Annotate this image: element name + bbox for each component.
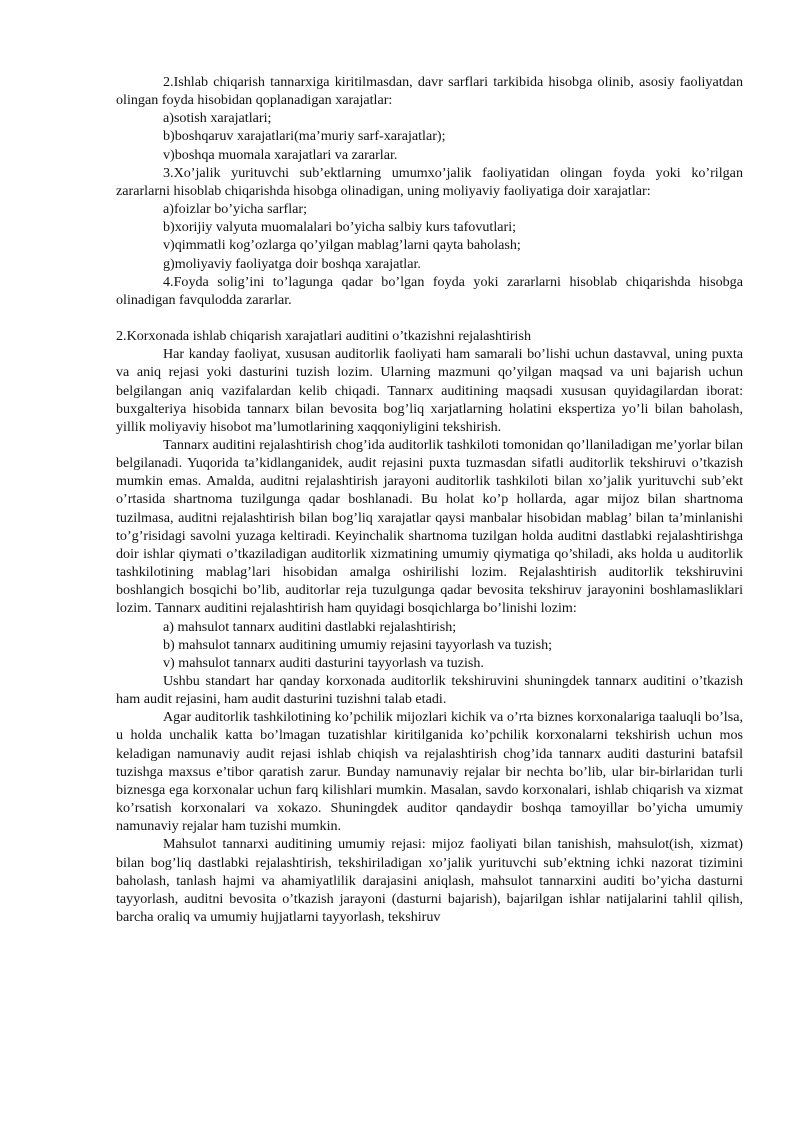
list-item: v) mahsulot tannarx auditi dasturini tayyorlash va tuzish.	[163, 654, 484, 671]
paragraph: Mahsulot tannarxi auditining umumiy rejasi: mijoz faoliyati bilan tanishish, mahsulot(ish, xizmat) bilan bog’liq dastlabki rejalashtirish, tekshiriladigan xo’jalik yurituvchi sub’ektning ichki nazorat tizimini baholash, tanlash hajmi va ahamiyatlilik darajasini aniqlash, mahsulot tannarxini auditi bo’yicha dasturni tayyorlash, auditni bevosita o’tkazish jarayoni (dasturni bajarish), bajarilgan ishlar natijalarini tahlil qilish, barcha oraliq va umumiy hujjatlarni tayyorlash, tekshiruv	[116, 836, 743, 926]
list-item: v)qimmatli kog’ozlarga qo’yilgan mablag’larni qayta baholash;	[163, 237, 521, 254]
section-heading: 2.Korxonada ishlab chiqarish xarajatlari auditini o’tkazishni rejalashtirish	[116, 328, 531, 345]
paragraph-item-3: 3.Xo’jalik yurituvchi sub’ektlarning umumxo’jalik faoliyatidan olingan foyda yoki ko’rilgan zararlarni hisoblab chiqarishda hisobga olinadigan, uning moliyaviy faoliyatiga doir xarajatlar:	[116, 164, 743, 199]
paragraph-item-2: 2.Ishlab chiqarish tannarxiga kiritilmasdan, davr sarflari tarkibida hisobga olinib, asosiy faoliyatdan olingan foyda hisobidan qoplanadigan xarajatlar:	[116, 74, 743, 109]
list-item: v)boshqa muomala xarajatlari va zararlar.	[163, 146, 398, 163]
paragraph: Ushbu standart har qanday korxonada auditorlik tekshiruvini shuningdek tannarx auditini o’tkazish ham audit rejasini, ham audit dasturini tuzishni talab etadi.	[116, 673, 743, 708]
list-item: a) mahsulot tannarx auditini dastlabki rejalashtirish;	[163, 618, 457, 635]
paragraph: Har kanday faoliyat, xususan auditorlik faoliyati ham samarali bo’lishi uchun dastavval, uning puxta va aniq rejasi yoki dasturini tuzish lozim. Ularning mazmuni qo’yilgan maqsad va uni bajarish uchun belgilangan aniq vazifalardan kelib chiqadi. Tannarx auditining maqsadi xususan quyidagilardan iborat: buxgalteriya hisobida tannarx bilan bevosita bog’liq xarjatlarning holatini ekspertiza yo’li bilan baholash, yillik moliyaviy hisobot ma’lumotlarining xaqqoniyligini tekshirish.	[116, 346, 743, 435]
list-item: g)moliyaviy faoliyatga doir boshqa xarajatlar.	[163, 255, 421, 272]
document-page	[116, 73, 743, 926]
paragraph: Tannarx auditini rejalashtirish chog’ida auditorlik tashkiloti tomonidan qo’llaniladigan me’yorlar bilan belgilanadi. Yuqorida ta’kidlanganidek, audit rejasini puxta tuzmasdan sifatli auditorlik tekshiruvi o’tkazish mumkin emas. Amalda, auditni rejalashtirish jarayoni auditorlik tashkiloti bilan xo’jalik yurituvchi sub’ekt o’rtasida shartnoma tuzilgunga qadar boshlanadi. Bu holat ko’p hollarda, agar mijoz bilan shartnoma tuzilmasa, auditni rejalashtirish bilan bog’liq xarajatlar qaysi manbalar hisobidan mablag’ bilan ta’minlanishi to’g’risidagi savolni yuzaga keltiradi. Keyinchalik shartnoma tuzilgan holda auditni dastlabki rejalashtirishga doir ishlar qiymati o’tkaziladigan auditorlik xizmatining umumiy qiymatiga qo’shiladi, aks holda u auditorlik tashkilotining mablag’lari hisobidan amalga oshirilishi lozim. Rejalashtirish auditorlik tekshiruvini boshlangich bosqichi bo’lib, auditorlar reja tuzulgunga qadar bevosita tekshiruv jarayonini boshlamasliklari lozim. Tannarx auditini rejalashtirish ham quyidagi bosqichlarga bo’linishi lozim:	[116, 436, 743, 617]
paragraph: Agar auditorlik tashkilotining ko’pchilik mijozlari kichik va o’rta biznes korxonalariga taaluqli bo’lsa, u holda unchalik katta bo’lmagan tuzatishlar kiritilganida ko’pchilik korxonalarni tekshirish uchun mos keladigan namunaviy audit rejasi ishlab chiqish va rejalashtirish chog’ida tannarx auditi dasturini batafsil tuzishga maxsus e’tibor qaratish zarur. Bunday namunaviy rejalar bir nechta bo’lib, ular bir-birlaridan turli biznesga ega korxonalar uchun farq kilishlari mumkin. Masalan, savdo korxonalari, ishlab chiqarish va xizmat ko’rsatish korxonalari va xokazo. Shuningdek auditor qandaydir boshqa tamoyillar bo’yicha umumiy namunaviy rejalar ham tuzishi mumkin.	[116, 709, 743, 835]
list-item: b) mahsulot tannarx auditining umumiy rejasini tayyorlash va tuzish;	[163, 636, 553, 653]
list-item: a)foizlar bo’yicha sarflar;	[163, 201, 307, 218]
list-item: b)boshqaruv xarajatlari(ma’muriy sarf-xarajatlar);	[163, 128, 446, 145]
list-item: b)xorijiy valyuta muomalalari bo’yicha salbiy kurs tafovutlari;	[163, 219, 517, 236]
paragraph-item-4: 4.Foyda solig’ini to’lagunga qadar bo’lgan foyda yoki zararlarni hisoblab chiqarishda hisobga olinadigan favqulodda zararlar.	[116, 273, 743, 308]
list-item: a)sotish xarajatlari;	[163, 110, 272, 127]
